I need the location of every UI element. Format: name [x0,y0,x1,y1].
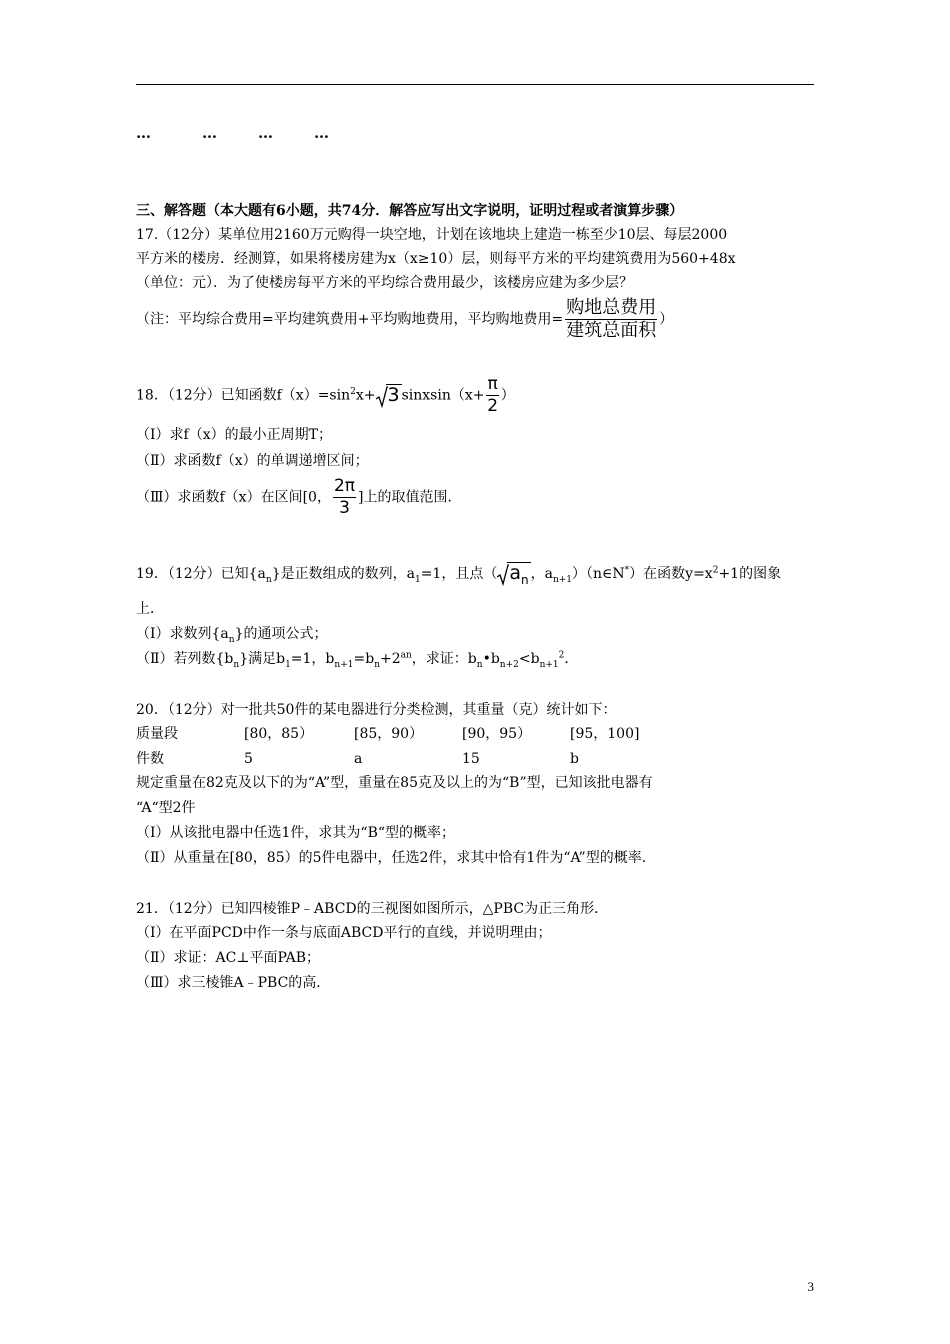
ellipsis: … [258,124,274,142]
q18-stem-text: 18．（12分）已知函数f（x）=sin [136,387,351,404]
ellipsis: … [202,124,218,142]
exponent: 2 [350,386,356,397]
q19-text: =1，b [290,651,335,667]
q20-stem: 20．（12分）对一批共50件的某电器进行分类检测，其重量（克）统计如下： [136,702,617,718]
sqrt-symbol [497,562,530,586]
fraction-numerator: 2π [333,476,356,496]
header-rule [136,84,814,85]
q18-part-3-text: ]上的取值范围． [358,489,462,506]
table-header-cell: [85，90） [354,726,424,742]
sqrt-symbol [376,384,402,408]
q20-table-header [136,723,736,745]
q17-line-1: 17.（12分）某单位用2160万元购得一块空地，计划在该地块上建造一栋至少10层、每层2000 [136,227,728,243]
q19-line-2: 上． [136,601,164,617]
q17-fraction [565,299,657,340]
interval-fraction [333,478,356,517]
table-header-cell: [90，95） [462,726,532,742]
q18-part-2: （Ⅱ）求函数f（x）的单调递增区间； [136,453,369,469]
q17-note [136,299,673,340]
sqrt-radicand: 3 [387,383,400,406]
ellipsis-row [0,124,950,146]
q18-stem-text: sinxsin（x+ [401,387,485,404]
q20-rule-1: 规定重量在82克及以下的为“A”型，重量在85克及以上的为“B”型，已知该批电器有 [136,775,653,791]
q18-stem-text: ） [500,387,515,404]
q20-part-1: （Ⅰ）从该批电器中任选1件，求其为“B“型的概率； [136,825,456,841]
q19-text: }是正数组成的数列，a [271,566,415,582]
page-number: 3 [807,1279,814,1294]
q19-text: =b [353,651,375,667]
fraction-denominator: 3 [339,498,350,518]
subscript: n+1 [334,659,354,670]
q21-part-3: （Ⅲ）求三棱锥A﹣PBC的高． [136,975,331,991]
subscript: n [233,659,240,670]
q19-stem [136,562,781,586]
q21-part-2: （Ⅱ）求证：AC⊥平面PAB； [136,950,321,966]
q19-text: ，求证：b [411,651,477,667]
q19-text: ． [564,651,579,667]
q17-note-suffix: ） [659,311,674,328]
superscript: an [400,650,412,661]
q19-text: （Ⅰ）求数列{a [136,626,229,642]
q19-text: （Ⅱ）若列数{b [136,651,234,667]
q20-part-2: （Ⅱ）从重量在[80，85）的5件电器中，任选2件，求其中恰有1件为“A”型的概率． [136,850,656,866]
subscript: n [265,574,272,585]
subscript: n [476,659,483,670]
q19-text: +2 [379,651,401,667]
q19-part-1 [136,623,328,645]
q18-part-3 [136,478,461,517]
table-cell: 15 [462,751,480,767]
table-cell: 件数 [136,751,164,767]
superscript: 2 [712,565,719,576]
table-cell: a [354,751,363,767]
subscript: n+1 [539,659,559,670]
q21-part-1: （Ⅰ）在平面PCD中作一条与底面ABCD平行的直线，并说明理由； [136,925,552,941]
fraction-numerator: 购地总费用 [566,297,657,318]
fraction-denominator: 2 [487,396,499,416]
q19-text: •b [482,651,500,667]
q19-text: }的通项公式； [234,626,328,642]
subscript: 1 [285,659,291,670]
subscript: n [228,634,235,645]
table-cell: b [570,751,579,767]
q19-text: ）在函数y=x [629,566,713,582]
q19-text: <b [518,651,540,667]
subscript: n+1 [552,574,573,585]
section-title: 三、解答题（本大题有6小题，共74分．解答应写出文字说明，证明过程或者演算步骤） [136,203,684,219]
fraction-denominator: 建筑总面积 [566,320,657,341]
q20-table-row [136,748,736,770]
q17-line-2: 平方米的楼房．经测算，如果将楼房建为x（x≥10）层，则每平方米的平均建筑费用为560+48x [136,251,736,267]
superscript: * [624,565,630,576]
q19-text: +1的图象 [718,566,782,582]
subscript: n+2 [499,659,519,670]
q19-text: ，a [530,566,553,582]
sqrt-radicand [507,562,530,587]
q19-text: }满足b [239,651,286,667]
table-header-cell: [80，85） [244,726,314,742]
table-cell: 5 [244,751,253,767]
superscript: 2 [558,650,565,661]
radicand-base: a [509,562,521,584]
q19-text: =1，且点（ [420,566,498,582]
subscript: n [374,659,380,670]
table-header-cell: [95，100] [570,726,640,742]
q18-part-3-text: （Ⅲ）求函数f（x）在区间[0， [136,489,331,506]
pi-fraction [486,376,498,415]
ellipsis: … [314,124,330,142]
q19-text: 19．（12分）已知{a [136,566,266,582]
q20-rule-2: “A“型2件 [136,800,196,816]
q17-note-prefix: （注：平均综合费用=平均建筑费用+平均购地费用，平均购地费用= [136,311,564,328]
q21-stem: 21．（12分）已知四棱锥P﹣ABCD的三视图如图所示，△PBC为正三角形． [136,901,609,917]
q18-stem-text: x+ [355,387,376,404]
q18-part-1: （Ⅰ）求f（x）的最小正周期T； [136,427,332,443]
ellipsis: … [136,124,152,142]
fraction-numerator: π [487,374,498,394]
table-header-cell: 质量段 [136,726,178,742]
q17-line-3: （单位：元）．为了使楼房每平方米的平均综合费用最少，该楼房应建为多少层？ [136,275,633,291]
q19-part-2 [136,648,578,670]
q18-stem [136,376,515,415]
subscript: 1 [414,574,421,585]
subscript: n [520,572,529,587]
q19-text: ）（n∈N [572,566,625,582]
